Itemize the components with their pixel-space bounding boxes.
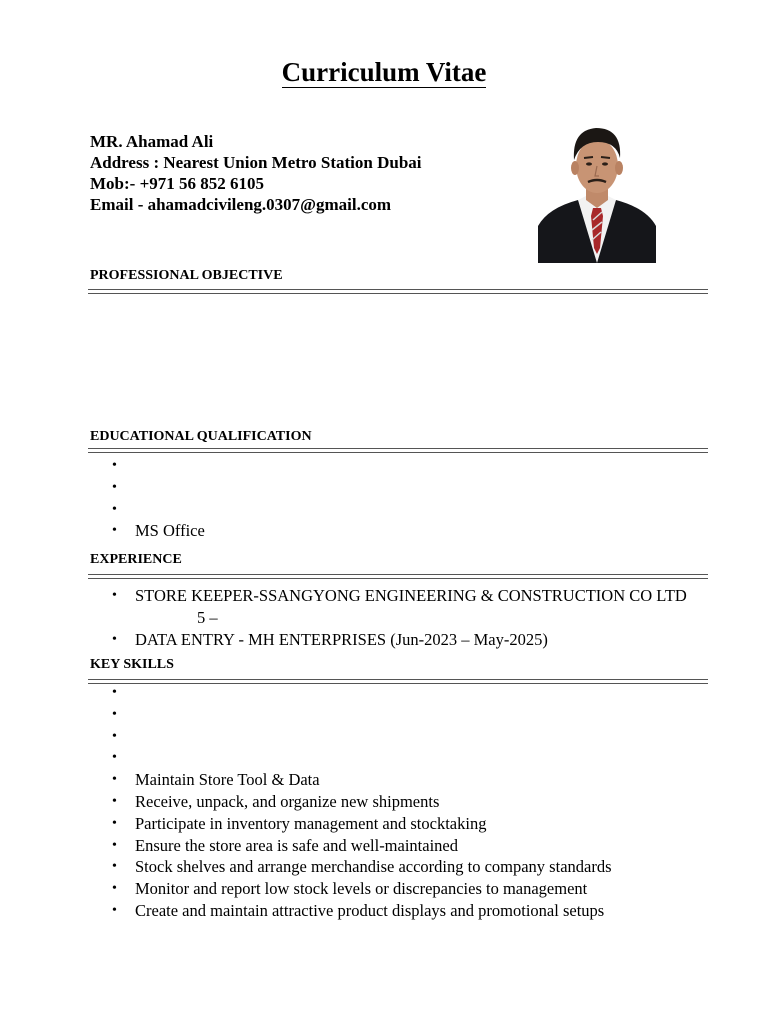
list-item: • Maintain Store Tool & Data bbox=[112, 769, 612, 791]
list-item bbox=[112, 704, 612, 726]
list-item: • DATA ENTRY - MH ENTERPRISES (Jun-2023 – May-2025) bbox=[112, 629, 687, 651]
list-item: • Stock shelves and arrange merchandise according to company standards bbox=[112, 856, 612, 878]
contact-block bbox=[90, 131, 422, 215]
skills-list bbox=[112, 682, 612, 922]
list-item: • Monitor and report low stock levels or discrepancies to management bbox=[112, 878, 612, 900]
education-list bbox=[112, 455, 205, 542]
list-item: • Participate in inventory management and stocktaking bbox=[112, 813, 612, 835]
section-heading-experience: EXPERIENCE bbox=[90, 552, 182, 567]
list-item bbox=[112, 726, 612, 748]
list-item bbox=[112, 682, 612, 704]
list-item: • Ensure the store area is safe and well-maintained bbox=[112, 835, 612, 857]
candidate-email: Email - ahamadcivileng.0307@gmail.com bbox=[90, 195, 392, 214]
candidate-mobile: Mob:- +971 56 852 6105 bbox=[90, 174, 265, 193]
experience-list bbox=[112, 585, 687, 650]
list-item: • Create and maintain attractive product displays and promotional setups bbox=[112, 900, 612, 922]
profile-photo bbox=[538, 108, 656, 263]
document-title: Curriculum Vitae bbox=[281, 57, 487, 87]
section-heading-education: EDUCATIONAL QUALIFICATION bbox=[90, 429, 312, 444]
document-title-wrap bbox=[0, 56, 768, 88]
list-item: • Receive, unpack, and organize new shipments bbox=[112, 791, 612, 813]
section-heading-skills: KEY SKILLS bbox=[90, 657, 174, 672]
candidate-address: Address : Nearest Union Metro Station Dubai bbox=[90, 153, 422, 172]
list-item: • MS Office bbox=[112, 520, 205, 542]
list-item bbox=[112, 455, 205, 477]
section-heading-objective: PROFESSIONAL OBJECTIVE bbox=[90, 268, 283, 283]
section-divider bbox=[88, 448, 708, 453]
list-item bbox=[112, 747, 612, 769]
list-item bbox=[112, 585, 687, 629]
list-item bbox=[112, 499, 205, 521]
list-item bbox=[112, 477, 205, 499]
candidate-name: MR. Ahamad Ali bbox=[90, 132, 214, 151]
section-divider bbox=[88, 289, 708, 294]
experience-item-continuation: 5 – bbox=[197, 607, 218, 627]
section-divider bbox=[88, 574, 708, 579]
experience-item-title: STORE KEEPER-SSANGYONG ENGINEERING & CONSTRUCTION CO LTD bbox=[135, 586, 687, 605]
